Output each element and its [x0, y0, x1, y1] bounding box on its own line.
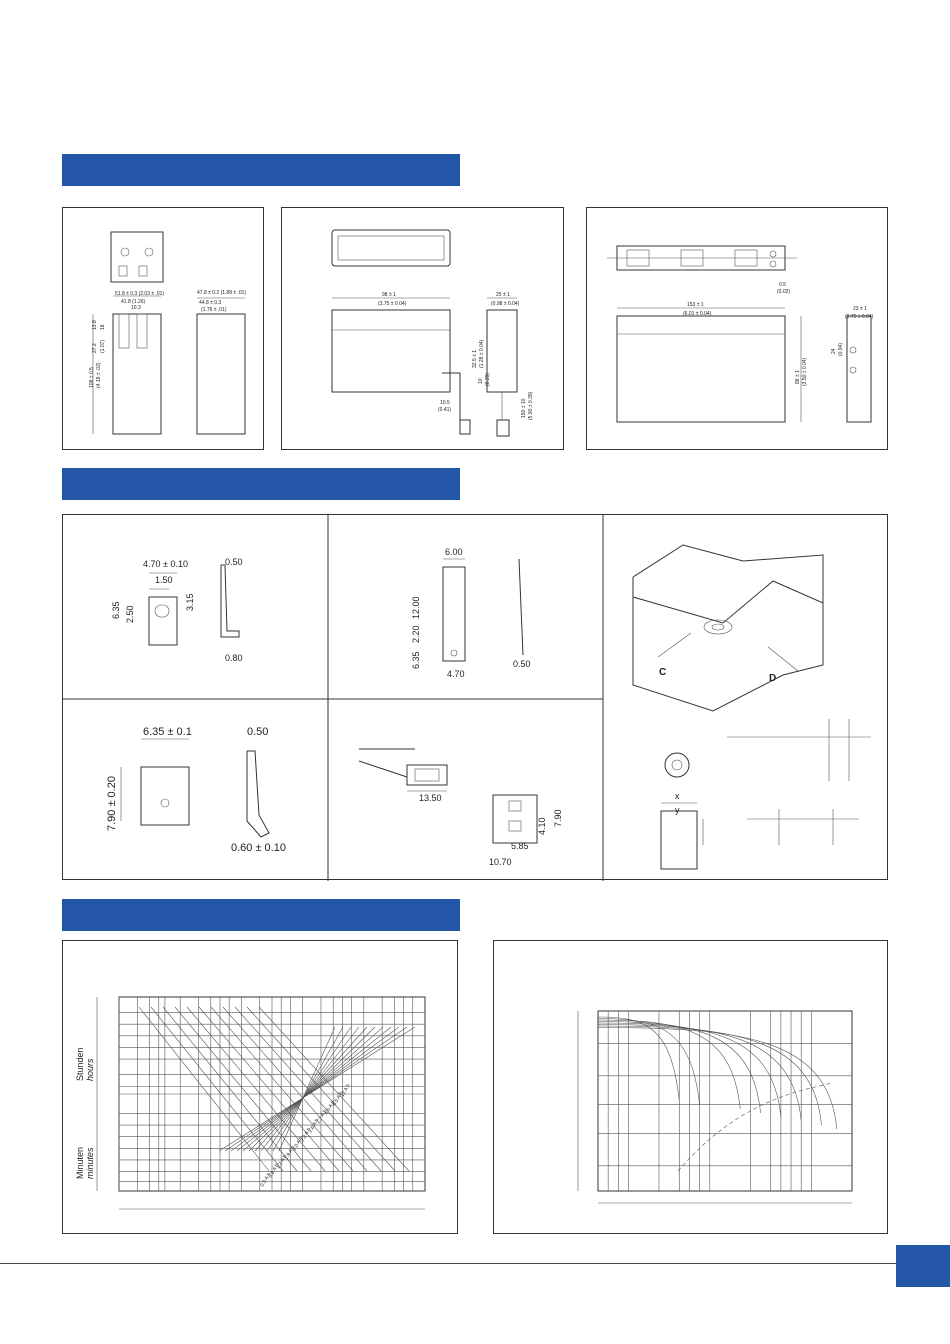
t1-thickness: 0.50 [225, 557, 243, 567]
t2-thickness: 0.50 [513, 659, 531, 669]
d2-width-in: (3.75 ± 0.04) [378, 301, 407, 307]
t3-width: 6.35 ± 0.1 [143, 726, 192, 738]
section-bar-terminals [62, 468, 460, 500]
discharge-time-chart [63, 941, 459, 1235]
discharge-curve [598, 1019, 700, 1106]
rating-line [219, 1027, 415, 1151]
d2-tab: 10.5 [440, 400, 450, 406]
terminals-panel [62, 514, 888, 880]
d1-right-width: 47.8 ± 0.2 (1.88 ± .01) [197, 290, 247, 296]
rating-label: 2.0 A h [291, 1135, 305, 1152]
t2-h2: 2.20 [411, 625, 421, 643]
d3-height: 88 ± 1 [795, 370, 801, 384]
drawing-panel-3 [586, 207, 888, 450]
t1-height2: 2.50 [125, 605, 135, 623]
d2-width: 98 ± 1 [382, 292, 396, 298]
battery-drawing-2 [282, 208, 565, 451]
section-bar-characteristics [62, 899, 460, 931]
t5-label-d: D [769, 673, 777, 684]
chart-panel-left [62, 940, 458, 1234]
t4-h2: 7.90 [553, 809, 563, 827]
t3-thickness: 0.50 [247, 726, 269, 738]
discharge-voltage-chart [494, 941, 889, 1235]
t1-base: 0.80 [225, 653, 243, 663]
d3-depth: 23 ± 1 [853, 306, 867, 312]
t4-w1: 5.85 [511, 841, 529, 851]
t4-h1: 4.10 [537, 817, 547, 835]
d3-height-in: (3.50 ± 0.04) [802, 357, 808, 386]
d2-lead: 150 ± 10 [521, 398, 527, 418]
t4-w2: 10.70 [489, 857, 512, 867]
d2-height-in: (1.28 ± 0.04) [479, 339, 485, 368]
rating-line [259, 1007, 409, 1171]
rating-label: 6.5 A h [331, 1090, 345, 1107]
d1-height: 108 ± 0.5 [89, 367, 95, 388]
rating-line [225, 1027, 407, 1151]
d2-small-in: (0.39) [485, 372, 491, 386]
t2-h3: 6.35 [411, 651, 421, 669]
t1-height3: 3.15 [185, 593, 195, 611]
t1-width2: 1.50 [155, 575, 173, 585]
t5-label-x: x [675, 791, 680, 801]
d3-width-in: (6.01 ± 0.04) [683, 311, 712, 317]
page-tab [896, 1245, 950, 1287]
rating-label: 0.8 A h [267, 1162, 281, 1179]
section-bar-dimensions [62, 154, 460, 186]
t1-width: 4.70 ± 0.10 [143, 559, 188, 569]
d1-inner-width: 41.8 (1.26) [121, 299, 146, 305]
rating-label: 1.9 A h [283, 1144, 297, 1161]
footer-rule [0, 1263, 896, 1264]
t1-height: 6.35 [111, 601, 121, 619]
rating-label: 2.6 A h [307, 1117, 321, 1134]
t2-h1: 12.00 [411, 596, 421, 619]
d2-depth: 25 ± 1 [496, 292, 510, 298]
t4-length: 13.50 [419, 793, 442, 803]
label-stunden: Stunden [75, 1047, 85, 1081]
t3-base: 0.60 ± 0.10 [231, 842, 286, 854]
label-minutes: minutes [85, 1147, 95, 1179]
limit-curve [678, 1083, 832, 1171]
d2-depth-in: (0.98 ± 0.04) [491, 301, 520, 307]
d2-small: 10 [478, 378, 484, 384]
rating-label: 12 A h [339, 1082, 352, 1098]
rating-label: 2.2 A h [299, 1126, 313, 1143]
rating-line [163, 1007, 297, 1171]
d1-dim-a: 13.8 [92, 320, 98, 330]
d2-tab-in: (0.41) [438, 407, 452, 413]
d3-gap-in: (0.02) [777, 289, 791, 295]
label-hours: hours [85, 1058, 95, 1081]
rating-line [237, 1027, 391, 1151]
t2-w2: 4.70 [447, 669, 465, 679]
rating-line [187, 1007, 325, 1171]
rating-line [151, 1007, 283, 1171]
d3-gap: 0.5 [779, 282, 786, 288]
d1-dim-d: (1.07) [100, 339, 106, 353]
rating-label: 0.5 A h [259, 1171, 273, 1188]
battery-drawing-1 [63, 208, 265, 451]
d1-right-width3: (1.76 ± .01) [201, 307, 227, 313]
d3-width: 153 ± 1 [687, 302, 704, 308]
d2-height: 32.5 ± 1 [472, 349, 478, 368]
d1-dim-b: 18 [100, 324, 106, 330]
d3-term-in: (0.94) [838, 342, 844, 356]
t5-label-c: C [659, 667, 667, 678]
d3-depth-in: (0.75 ± 0.04) [845, 314, 874, 320]
battery-drawing-3 [587, 208, 889, 451]
rating-label: 2.7 A h [315, 1108, 329, 1125]
d1-right-width2: 44.8 ± 0.3 [199, 300, 222, 306]
terminals-drawing [63, 515, 889, 881]
chart-panel-right [493, 940, 888, 1234]
t2-width: 6.00 [445, 547, 463, 557]
drawing-panel-2 [281, 207, 564, 450]
d2-lead-in: (5.90 ± 0.39) [528, 391, 534, 420]
d1-dim-c: 27.2 [92, 343, 98, 353]
d1-small-width: 10.3 [131, 305, 141, 311]
t3-height: 7.90 ± 0.20 [106, 776, 118, 831]
d1-height-in: (4.19 ± .02) [96, 362, 102, 388]
d3-term: 24 [831, 348, 837, 354]
t5-label-y: y [675, 805, 680, 815]
rating-label: 4.0 A h [323, 1099, 337, 1116]
drawing-panel-1 [62, 207, 264, 450]
label-minuten: Minuten [75, 1146, 85, 1179]
d1-top-width: 51.8 ± 0.3 (2.03 ± .01) [115, 291, 165, 297]
rating-label: 1.2 A h [275, 1153, 289, 1170]
discharge-curve [598, 1017, 679, 1101]
rating-line [211, 1007, 353, 1171]
